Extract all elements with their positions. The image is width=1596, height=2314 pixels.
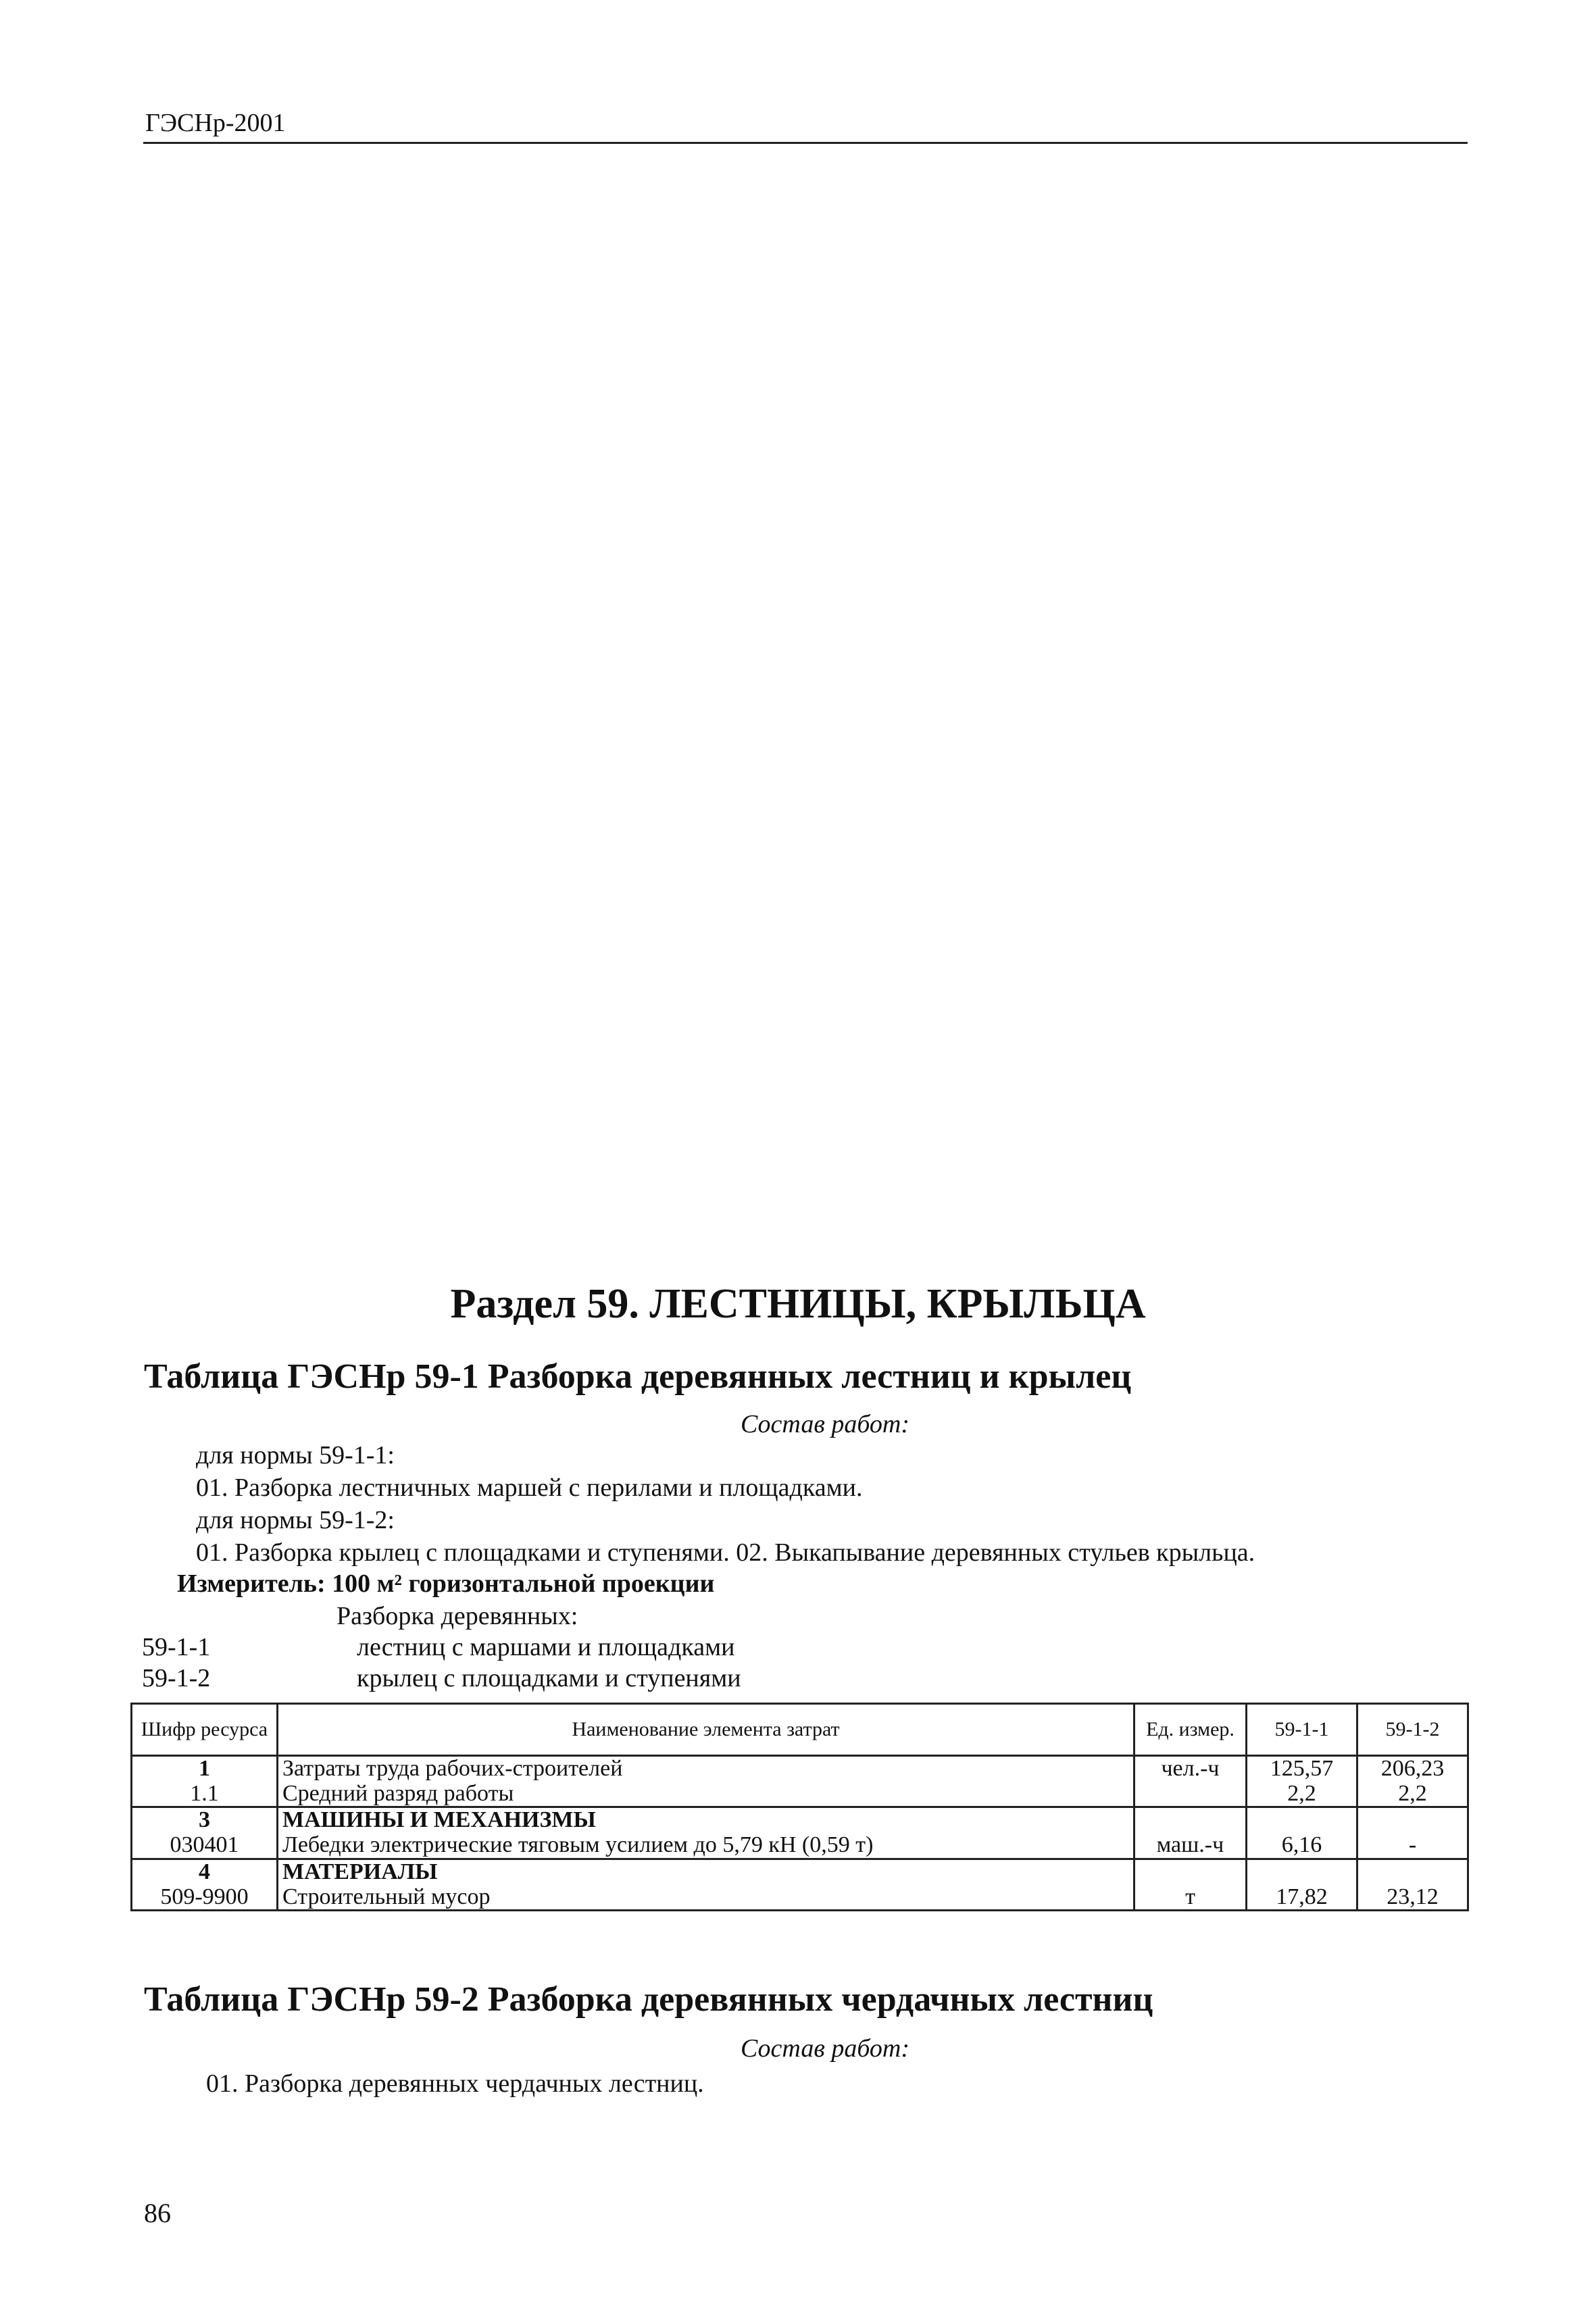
column-header: 59-1-1 <box>1247 1704 1357 1756</box>
value-59-1-1-cell: 17,82 <box>1247 1885 1357 1911</box>
value-59-1-2-cell: 23,12 <box>1357 1885 1468 1911</box>
resource-name-cell: МАШИНЫ И МЕХАНИЗМЫ <box>278 1807 1134 1833</box>
norm-description: лестниц с маршами и площадками <box>357 1633 735 1661</box>
measure-unit: Измеритель: 100 м² горизонтальной проекции <box>177 1569 715 1598</box>
resource-name-cell: Затраты труда рабочих-строителей <box>278 1756 1134 1782</box>
value-59-1-2-cell <box>1357 1859 1468 1884</box>
running-header: ГЭСНр-2001 <box>145 109 286 137</box>
value-59-1-2-cell <box>1357 1807 1468 1833</box>
table-row <box>132 1807 1468 1833</box>
resource-name-cell: Строительный мусор <box>278 1885 1134 1911</box>
column-header: 59-1-2 <box>1357 1704 1468 1756</box>
table2-title: Таблица ГЭСНр 59-2 Разборка деревянных чердачных лестниц <box>144 1980 1153 2019</box>
value-59-1-1-cell: 125,57 <box>1247 1756 1357 1782</box>
table-header-row <box>132 1704 1468 1756</box>
page-number: 86 <box>144 2198 171 2228</box>
work-line: 01. Разборка деревянных чердачных лестниц. <box>206 2069 704 2098</box>
resource-code-cell: 1.1 <box>132 1782 278 1807</box>
work-line: для нормы 59-1-2: <box>196 1506 395 1534</box>
unit-cell: маш.-ч <box>1134 1833 1247 1859</box>
resource-name-cell: МАТЕРИАЛЫ <box>278 1859 1134 1884</box>
value-59-1-1-cell: 6,16 <box>1247 1833 1357 1859</box>
table-row <box>132 1859 1468 1884</box>
table-row <box>132 1885 1468 1911</box>
header-rule <box>143 142 1468 144</box>
unit-cell: т <box>1134 1885 1247 1911</box>
resource-table <box>130 1703 1469 1911</box>
table2-composition-label: Состав работ: <box>740 2034 910 2063</box>
column-header: Наименование элемента затрат <box>278 1704 1134 1756</box>
unit-cell <box>1134 1807 1247 1833</box>
resource-code-cell: 4 <box>132 1859 278 1884</box>
column-header: Шифр ресурса <box>132 1704 278 1756</box>
value-59-1-2-cell: 206,23 <box>1357 1756 1468 1782</box>
dismantle-heading: Разборка деревянных: <box>336 1602 578 1630</box>
value-59-1-2-cell: - <box>1357 1833 1468 1859</box>
unit-cell: чел.-ч <box>1134 1756 1247 1782</box>
unit-cell <box>1134 1782 1247 1807</box>
value-59-1-1-cell <box>1247 1807 1357 1833</box>
work-line: для нормы 59-1-1: <box>196 1441 395 1469</box>
table1-title: Таблица ГЭСНр 59-1 Разборка деревянных лестниц и крылец <box>144 1357 1132 1396</box>
resource-code-cell: 509-9900 <box>132 1885 278 1911</box>
norm-code: 59-1-2 <box>142 1664 211 1692</box>
table-row <box>132 1833 1468 1859</box>
table-row <box>132 1756 1468 1782</box>
resource-code-cell: 1 <box>132 1756 278 1782</box>
norm-description: крылец с площадками и ступенями <box>357 1664 741 1692</box>
table1-composition-label: Состав работ: <box>740 1410 910 1438</box>
work-line: 01. Разборка лестничных маршей с перилами и площадками. <box>196 1474 863 1502</box>
resource-code-cell: 030401 <box>132 1833 278 1859</box>
resource-name-cell: Средний разряд работы <box>278 1782 1134 1807</box>
value-59-1-1-cell: 2,2 <box>1247 1782 1357 1807</box>
work-line: 01. Разборка крылец с площадками и ступенями. 02. Выкапывание деревянных стульев крыльца. <box>196 1538 1255 1567</box>
resource-name-cell: Лебедки электрические тяговым усилием до 5,79 кН (0,59 т) <box>278 1833 1134 1859</box>
value-59-1-1-cell <box>1247 1859 1357 1884</box>
norm-code: 59-1-1 <box>142 1633 211 1661</box>
column-header: Ед. измер. <box>1134 1704 1247 1756</box>
section-title: Раздел 59. ЛЕСТНИЦЫ, КРЫЛЬЦА <box>450 1281 1146 1327</box>
unit-cell <box>1134 1859 1247 1884</box>
table-row <box>132 1782 1468 1807</box>
value-59-1-2-cell: 2,2 <box>1357 1782 1468 1807</box>
resource-code-cell: 3 <box>132 1807 278 1833</box>
